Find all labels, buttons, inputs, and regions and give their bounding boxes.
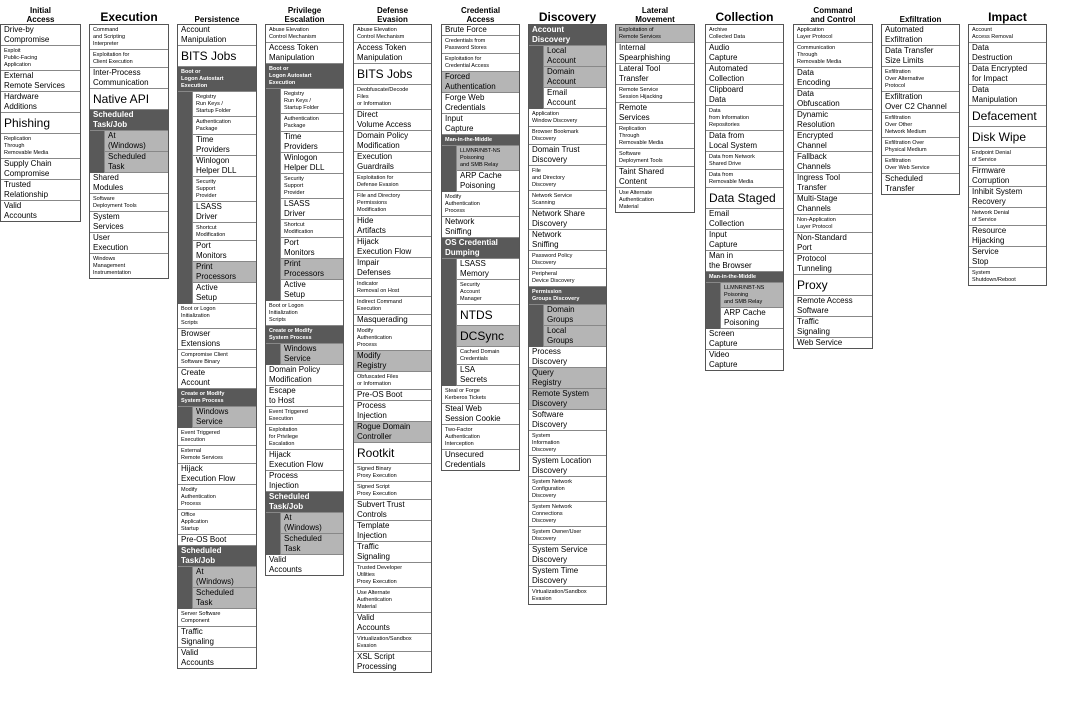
technique-system-network-configuration-discovery[interactable]: System Network Configuration Discovery: [529, 477, 606, 502]
sub-technique-email-account[interactable]: Email Account: [543, 88, 606, 109]
technique-internal-spearphishing[interactable]: Internal Spearphishing: [616, 43, 694, 64]
technique-exploitation-for-client-execution[interactable]: Exploitation for Client Execution: [90, 50, 168, 68]
sub-technique-local-groups[interactable]: Local Groups: [543, 326, 606, 347]
technique-password-policy-discovery[interactable]: Password Policy Discovery: [529, 251, 606, 269]
tactic-header: Lateral Movement: [635, 6, 675, 24]
technique-remote-access-software[interactable]: Remote Access Software: [794, 296, 872, 317]
tactic-column-discovery: [528, 2, 607, 605]
tactic-header: Command and Control: [810, 6, 856, 24]
technique-rootkit[interactable]: Rootkit: [354, 443, 431, 464]
technique-direct-volume-access[interactable]: Direct Volume Access: [354, 110, 431, 131]
technique-system-information-discovery[interactable]: System Information Discovery: [529, 431, 606, 456]
technique-virtualization-sandbox-evasion[interactable]: Virtualization/Sandbox Evasion: [354, 634, 431, 652]
technique-audio-capture[interactable]: Audio Capture: [706, 43, 783, 64]
technique-software-deployment-tools[interactable]: Software Deployment Tools: [90, 194, 168, 212]
tactic-column-collection: [705, 2, 784, 371]
sub-technique-at-windows[interactable]: At (Windows): [192, 567, 256, 588]
technique-phishing[interactable]: Phishing: [1, 113, 80, 134]
technique-data-obfuscation[interactable]: Data Obfuscation: [794, 89, 872, 110]
technique-man-in-the-middle[interactable]: Man-in-the-Middle: [442, 135, 519, 146]
technique-protocol-tunneling[interactable]: Protocol Tunneling: [794, 254, 872, 275]
technique-credentials-from-password-stores[interactable]: Credentials from Password Stores: [442, 36, 519, 54]
technique-peripheral-device-discovery[interactable]: Peripheral Device Discovery: [529, 269, 606, 287]
technique-shared-modules[interactable]: Shared Modules: [90, 173, 168, 194]
technique-windows-management-instrumentation[interactable]: Windows Management Instrumentation: [90, 254, 168, 278]
technique-list: [0, 24, 81, 222]
technique-list: [968, 24, 1047, 286]
technique-application-layer-protocol[interactable]: Application Layer Protocol: [794, 25, 872, 43]
technique-process-injection[interactable]: Process Injection: [354, 401, 431, 422]
technique-hardware-additions[interactable]: Hardware Additions: [1, 92, 80, 113]
sub-technique-registry-run-keys-startup-folder[interactable]: Registry Run Keys / Startup Folder: [280, 89, 343, 114]
sub-technique-arp-cache-poisoning[interactable]: ARP Cache Poisoning: [456, 171, 519, 192]
technique-list: [353, 24, 432, 673]
technique-fallback-channels[interactable]: Fallback Channels: [794, 152, 872, 173]
technique-data-encoding[interactable]: Data Encoding: [794, 68, 872, 89]
technique-firmware-corruption[interactable]: Firmware Corruption: [969, 166, 1046, 187]
technique-remote-service-session-hijacking[interactable]: Remote Service Session Hijacking: [616, 85, 694, 103]
technique-process-injection[interactable]: Process Injection: [266, 471, 343, 492]
sub-technique-ntds[interactable]: NTDS: [456, 305, 519, 326]
technique-automated-exfiltration[interactable]: Automated Exfiltration: [882, 25, 959, 46]
technique-network-service-scanning[interactable]: Network Service Scanning: [529, 191, 606, 209]
technique-proxy[interactable]: Proxy: [794, 275, 872, 296]
sub-technique-authentication-package[interactable]: Authentication Package: [280, 114, 343, 132]
technique-execution-guardrails[interactable]: Execution Guardrails: [354, 152, 431, 173]
technique-exfiltration-over-alternative-protocol[interactable]: Exfiltration Over Alternative Protocol: [882, 67, 959, 92]
technique-exfiltration-over-c2-channel[interactable]: Exfiltration Over C2 Channel: [882, 92, 959, 113]
technique-native-api[interactable]: Native API: [90, 89, 168, 110]
tactic-column-execution: [89, 2, 169, 279]
technique-remote-services[interactable]: Remote Services: [616, 103, 694, 124]
technique-replication-through-removable-media[interactable]: Replication Through Removable Media: [1, 134, 80, 159]
technique-defacement[interactable]: Defacement: [969, 106, 1046, 127]
sub-technique-local-account[interactable]: Local Account: [543, 46, 606, 67]
technique-file-and-directory-discovery[interactable]: File and Directory Discovery: [529, 166, 606, 191]
technique-signed-script-proxy-execution[interactable]: Signed Script Proxy Execution: [354, 482, 431, 500]
technique-encrypted-channel[interactable]: Encrypted Channel: [794, 131, 872, 152]
technique-domain-trust-discovery[interactable]: Domain Trust Discovery: [529, 145, 606, 166]
technique-application-window-discovery[interactable]: Application Window Discovery: [529, 109, 606, 127]
technique-masquerading[interactable]: Masquerading: [354, 315, 431, 326]
technique-exfiltration-over-web-service[interactable]: Exfiltration Over Web Service: [882, 156, 959, 174]
sub-technique-at-windows[interactable]: At (Windows): [280, 513, 343, 534]
technique-pre-os-boot[interactable]: Pre-OS Boot: [354, 390, 431, 401]
sub-technique-registry-run-keys-startup-folder[interactable]: Registry Run Keys / Startup Folder: [192, 92, 256, 117]
technique-inhibit-system-recovery[interactable]: Inhibit System Recovery: [969, 187, 1046, 208]
sub-technique-lsass-driver[interactable]: LSASS Driver: [280, 199, 343, 220]
sub-technique-port-monitors[interactable]: Port Monitors: [280, 238, 343, 259]
sub-technique-windows-service[interactable]: Windows Service: [280, 344, 343, 365]
tactic-header: Collection: [715, 10, 774, 24]
technique-data-from-information-repositories[interactable]: Data from Information Repositories: [706, 106, 783, 131]
technique-scheduled-task-job[interactable]: Scheduled Task/Job: [178, 546, 256, 567]
technique-modify-authentication-process[interactable]: Modify Authentication Process: [354, 326, 431, 351]
sub-technique-winlogon-helper-dll[interactable]: Winlogon Helper DLL: [280, 153, 343, 174]
tactic-header: Defense Evasion: [376, 6, 409, 24]
technique-drive-by-compromise[interactable]: Drive-by Compromise: [1, 25, 80, 46]
technique-resource-hijacking[interactable]: Resource Hijacking: [969, 226, 1046, 247]
technique-multi-stage-channels[interactable]: Multi-Stage Channels: [794, 194, 872, 215]
technique-automated-collection[interactable]: Automated Collection: [706, 64, 783, 85]
technique-data-encrypted-for-impact[interactable]: Data Encrypted for Impact: [969, 64, 1046, 85]
technique-process-discovery[interactable]: Process Discovery: [529, 347, 606, 368]
technique-permission-groups-discovery[interactable]: Permission Groups Discovery: [529, 287, 606, 305]
technique-create-account[interactable]: Create Account: [178, 368, 256, 389]
technique-browser-extensions[interactable]: Browser Extensions: [178, 329, 256, 350]
sub-technique-domain-groups[interactable]: Domain Groups: [543, 305, 606, 326]
technique-escape-to-host[interactable]: Escape to Host: [266, 386, 343, 407]
technique-lateral-tool-transfer[interactable]: Lateral Tool Transfer: [616, 64, 694, 85]
technique-compromise-client-software-binary[interactable]: Compromise Client Software Binary: [178, 350, 256, 368]
sub-technique-security-account-manager[interactable]: Security Account Manager: [456, 280, 519, 305]
sub-technique-time-providers[interactable]: Time Providers: [192, 135, 256, 156]
technique-hijack-execution-flow[interactable]: Hijack Execution Flow: [266, 450, 343, 471]
technique-man-in-the-middle[interactable]: Man-in-the-Middle: [706, 272, 783, 283]
technique-archive-collected-data[interactable]: Archive Collected Data: [706, 25, 783, 43]
technique-inter-process-communication[interactable]: Inter-Process Communication: [90, 68, 168, 89]
sub-technique-lsass-driver[interactable]: LSASS Driver: [192, 202, 256, 223]
technique-two-factor-authentication-interception[interactable]: Two-Factor Authentication Interception: [442, 425, 519, 450]
technique-valid-accounts[interactable]: Valid Accounts: [1, 201, 80, 221]
technique-exploitation-for-privilege-escalation[interactable]: Exploitation for Privilege Escalation: [266, 425, 343, 450]
technique-browser-bookmark-discovery[interactable]: Browser Bookmark Discovery: [529, 127, 606, 145]
technique-exploitation-for-credential-access[interactable]: Exploitation for Credential Access: [442, 54, 519, 72]
sub-technique-dcsync[interactable]: DCSync: [456, 326, 519, 347]
technique-clipboard-data[interactable]: Clipboard Data: [706, 85, 783, 106]
tactic-header: Credential Access: [460, 6, 501, 24]
sub-technique-security-support-provider[interactable]: Security Support Provider: [192, 177, 256, 202]
technique-boot-or-logon-initialization-scripts[interactable]: Boot or Logon Initialization Scripts: [266, 301, 343, 326]
technique-non-standard-port[interactable]: Non-Standard Port: [794, 233, 872, 254]
technique-command-and-scripting-interpreter[interactable]: Command and Scripting Interpreter: [90, 25, 168, 50]
technique-indirect-command-execution[interactable]: Indirect Command Execution: [354, 297, 431, 315]
technique-valid-accounts[interactable]: Valid Accounts: [354, 613, 431, 634]
tactic-column-persistence: [177, 2, 257, 669]
tactic-column-credential-access: [441, 2, 520, 471]
technique-data-from-network-shared-drive[interactable]: Data from Network Shared Drive: [706, 152, 783, 170]
technique-unsecured-credentials[interactable]: Unsecured Credentials: [442, 450, 519, 470]
technique-deobfuscate-decode-files-or-information[interactable]: Deobfuscate/Decode Files or Information: [354, 85, 431, 110]
technique-file-and-directory-permissions-modification[interactable]: File and Directory Permissions Modification: [354, 191, 431, 216]
technique-office-application-startup[interactable]: Office Application Startup: [178, 510, 256, 535]
technique-replication-through-removable-media[interactable]: Replication Through Removable Media: [616, 124, 694, 149]
technique-scheduled-task-job[interactable]: Scheduled Task/Job: [90, 110, 168, 131]
technique-create-or-modify-system-process[interactable]: Create or Modify System Process: [178, 389, 256, 407]
technique-dynamic-resolution[interactable]: Dynamic Resolution: [794, 110, 872, 131]
technique-steal-web-session-cookie[interactable]: Steal Web Session Cookie: [442, 404, 519, 425]
sub-technique-print-processors[interactable]: Print Processors: [280, 259, 343, 280]
technique-supply-chain-compromise[interactable]: Supply Chain Compromise: [1, 159, 80, 180]
technique-modify-authentication-process[interactable]: Modify Authentication Process: [442, 192, 519, 217]
technique-data-from-local-system[interactable]: Data from Local System: [706, 131, 783, 152]
technique-system-network-connections-discovery[interactable]: System Network Connections Discovery: [529, 502, 606, 527]
technique-access-token-manipulation[interactable]: Access Token Manipulation: [266, 43, 343, 64]
sub-technique-time-providers[interactable]: Time Providers: [280, 132, 343, 153]
tactic-header: Privilege Escalation: [284, 6, 325, 24]
technique-exploitation-for-defense-evasion[interactable]: Exploitation for Defense Evasion: [354, 173, 431, 191]
sub-technique-shortcut-modification[interactable]: Shortcut Modification: [280, 220, 343, 238]
sub-technique-security-support-provider[interactable]: Security Support Provider: [280, 174, 343, 199]
sub-technique-arp-cache-poisoning[interactable]: ARP Cache Poisoning: [720, 308, 783, 329]
technique-external-remote-services[interactable]: External Remote Services: [1, 71, 80, 92]
sub-technique-port-monitors[interactable]: Port Monitors: [192, 241, 256, 262]
tactic-column-defense-evasion: [353, 2, 432, 673]
technique-modify-registry[interactable]: Modify Registry: [354, 351, 431, 372]
technique-xsl-script-processing[interactable]: XSL Script Processing: [354, 652, 431, 672]
technique-obfuscated-files-or-information[interactable]: Obfuscated Files or Information: [354, 372, 431, 390]
technique-traffic-signaling[interactable]: Traffic Signaling: [178, 627, 256, 648]
technique-input-capture[interactable]: Input Capture: [442, 114, 519, 135]
technique-system-time-discovery[interactable]: System Time Discovery: [529, 566, 606, 587]
technique-hijack-execution-flow[interactable]: Hijack Execution Flow: [178, 464, 256, 485]
technique-email-collection[interactable]: Email Collection: [706, 209, 783, 230]
sub-technique-cached-domain-credentials[interactable]: Cached Domain Credentials: [456, 347, 519, 365]
technique-virtualization-sandbox-evasion[interactable]: Virtualization/Sandbox Evasion: [529, 587, 606, 604]
technique-steal-or-forge-kerberos-tickets[interactable]: Steal or Forge Kerberos Tickets: [442, 386, 519, 404]
technique-user-execution[interactable]: User Execution: [90, 233, 168, 254]
technique-abuse-elevation-control-mechanism[interactable]: Abuse Elevation Control Mechanism: [354, 25, 431, 43]
technique-hide-artifacts[interactable]: Hide Artifacts: [354, 216, 431, 237]
technique-bits-jobs[interactable]: BITS Jobs: [178, 46, 256, 67]
technique-domain-policy-modification[interactable]: Domain Policy Modification: [266, 365, 343, 386]
technique-system-owner-user-discovery[interactable]: System Owner/User Discovery: [529, 527, 606, 545]
technique-signed-binary-proxy-execution[interactable]: Signed Binary Proxy Execution: [354, 464, 431, 482]
technique-system-services[interactable]: System Services: [90, 212, 168, 233]
technique-rogue-domain-controller[interactable]: Rogue Domain Controller: [354, 422, 431, 443]
technique-create-or-modify-system-process[interactable]: Create or Modify System Process: [266, 326, 343, 344]
technique-list: [89, 24, 169, 279]
technique-system-location-discovery[interactable]: System Location Discovery: [529, 456, 606, 477]
sub-technique-llmnr-nbt-ns-poisoning-and-smb-relay[interactable]: LLMNR/NBT-NS Poisoning and SMB Relay: [456, 146, 519, 171]
technique-valid-accounts[interactable]: Valid Accounts: [266, 555, 343, 575]
sub-technique-windows-service[interactable]: Windows Service: [192, 407, 256, 428]
tactic-column-lateral-movement: [615, 2, 695, 213]
tactic-column-initial-access: [0, 2, 81, 222]
tactic-column-command-and-control: [793, 2, 873, 349]
tactic-header: Execution: [100, 10, 158, 24]
tactic-column-impact: [968, 2, 1047, 286]
technique-software-deployment-tools[interactable]: Software Deployment Tools: [616, 149, 694, 167]
technique-list: [528, 24, 607, 605]
technique-trusted-relationship[interactable]: Trusted Relationship: [1, 180, 80, 201]
technique-video-capture[interactable]: Video Capture: [706, 350, 783, 370]
technique-web-service[interactable]: Web Service: [794, 338, 872, 348]
technique-bits-jobs[interactable]: BITS Jobs: [354, 64, 431, 85]
sub-technique-print-processors[interactable]: Print Processors: [192, 262, 256, 283]
sub-technique-domain-account[interactable]: Domain Account: [543, 67, 606, 88]
technique-event-triggered-execution[interactable]: Event Triggered Execution: [178, 428, 256, 446]
technique-data-transfer-size-limits[interactable]: Data Transfer Size Limits: [882, 46, 959, 67]
technique-man-in-the-browser[interactable]: Man in the Browser: [706, 251, 783, 272]
technique-os-credential-dumping[interactable]: OS Credential Dumping: [442, 238, 519, 259]
technique-data-from-removable-media[interactable]: Data from Removable Media: [706, 170, 783, 188]
technique-modify-authentication-process[interactable]: Modify Authentication Process: [178, 485, 256, 510]
technique-network-sniffing[interactable]: Network Sniffing: [442, 217, 519, 238]
sub-technique-scheduled-task[interactable]: Scheduled Task: [280, 534, 343, 555]
technique-system-shutdown-reboot[interactable]: System Shutdown/Reboot: [969, 268, 1046, 285]
technique-list: [177, 24, 257, 669]
tactic-header: Impact: [988, 10, 1027, 24]
sub-technique-lsa-secrets[interactable]: LSA Secrets: [456, 365, 519, 386]
technique-scheduled-transfer[interactable]: Scheduled Transfer: [882, 174, 959, 194]
technique-template-injection[interactable]: Template Injection: [354, 521, 431, 542]
technique-exploitation-of-remote-services[interactable]: Exploitation of Remote Services: [616, 25, 694, 43]
technique-server-software-component[interactable]: Server Software Component: [178, 609, 256, 627]
technique-use-alternate-authentication-material[interactable]: Use Alternate Authentication Material: [616, 188, 694, 212]
technique-input-capture[interactable]: Input Capture: [706, 230, 783, 251]
technique-external-remote-services[interactable]: External Remote Services: [178, 446, 256, 464]
tactic-header: Exfiltration: [899, 15, 942, 24]
technique-pre-os-boot[interactable]: Pre-OS Boot: [178, 535, 256, 546]
technique-boot-or-logon-initialization-scripts[interactable]: Boot or Logon Initialization Scripts: [178, 304, 256, 329]
technique-list: [881, 24, 960, 195]
technique-traffic-signaling[interactable]: Traffic Signaling: [794, 317, 872, 338]
technique-network-denial-of-service[interactable]: Network Denial of Service: [969, 208, 1046, 226]
technique-domain-policy-modification[interactable]: Domain Policy Modification: [354, 131, 431, 152]
tactic-column-exfiltration: [881, 2, 960, 195]
sub-technique-lsass-memory[interactable]: LSASS Memory: [456, 259, 519, 280]
sub-technique-llmnr-nbt-ns-poisoning-and-smb-relay[interactable]: LLMNR/NBT-NS Poisoning and SMB Relay: [720, 283, 783, 308]
technique-list: [615, 24, 695, 213]
technique-account-access-removal[interactable]: Account Access Removal: [969, 25, 1046, 43]
technique-account-manipulation[interactable]: Account Manipulation: [178, 25, 256, 46]
technique-software-discovery[interactable]: Software Discovery: [529, 410, 606, 431]
technique-scheduled-task-job[interactable]: Scheduled Task/Job: [266, 492, 343, 513]
technique-access-token-manipulation[interactable]: Access Token Manipulation: [354, 43, 431, 64]
technique-exploit-public-facing-application[interactable]: Exploit Public-Facing Application: [1, 46, 80, 71]
technique-ingress-tool-transfer[interactable]: Ingress Tool Transfer: [794, 173, 872, 194]
technique-exfiltration-over-other-network-medium[interactable]: Exfiltration Over Other Network Medium: [882, 113, 959, 138]
technique-abuse-elevation-control-mechanism[interactable]: Abuse Elevation Control Mechanism: [266, 25, 343, 43]
technique-data-staged[interactable]: Data Staged: [706, 188, 783, 209]
technique-disk-wipe[interactable]: Disk Wipe: [969, 127, 1046, 148]
sub-technique-winlogon-helper-dll[interactable]: Winlogon Helper DLL: [192, 156, 256, 177]
technique-remote-system-discovery[interactable]: Remote System Discovery: [529, 389, 606, 410]
technique-valid-accounts[interactable]: Valid Accounts: [178, 648, 256, 668]
technique-list: [793, 24, 873, 349]
technique-data-manipulation[interactable]: Data Manipulation: [969, 85, 1046, 106]
technique-account-discovery[interactable]: Account Discovery: [529, 25, 606, 46]
technique-event-triggered-execution[interactable]: Event Triggered Execution: [266, 407, 343, 425]
technique-trusted-developer-utilities-proxy-execution[interactable]: Trusted Developer Utilities Proxy Execution: [354, 563, 431, 588]
tactic-header: Discovery: [538, 10, 597, 24]
tactic-header: Initial Access: [26, 6, 55, 24]
tactic-header: Persistence: [194, 15, 240, 24]
technique-screen-capture[interactable]: Screen Capture: [706, 329, 783, 350]
technique-hijack-execution-flow[interactable]: Hijack Execution Flow: [354, 237, 431, 258]
sub-technique-scheduled-task[interactable]: Scheduled Task: [192, 588, 256, 609]
technique-taint-shared-content[interactable]: Taint Shared Content: [616, 167, 694, 188]
technique-network-share-discovery[interactable]: Network Share Discovery: [529, 209, 606, 230]
sub-technique-shortcut-modification[interactable]: Shortcut Modification: [192, 223, 256, 241]
technique-non-application-layer-protocol[interactable]: Non-Application Layer Protocol: [794, 215, 872, 233]
technique-traffic-signaling[interactable]: Traffic Signaling: [354, 542, 431, 563]
technique-forced-authentication[interactable]: Forced Authentication: [442, 72, 519, 93]
technique-subvert-trust-controls[interactable]: Subvert Trust Controls: [354, 500, 431, 521]
tactic-column-privilege-escalation: [265, 2, 344, 576]
technique-data-destruction[interactable]: Data Destruction: [969, 43, 1046, 64]
technique-communication-through-removable-media[interactable]: Communication Through Removable Media: [794, 43, 872, 68]
technique-list: [265, 24, 344, 576]
technique-brute-force[interactable]: Brute Force: [442, 25, 519, 36]
technique-indicator-removal-on-host[interactable]: Indicator Removal on Host: [354, 279, 431, 297]
sub-technique-scheduled-task[interactable]: Scheduled Task: [104, 152, 168, 173]
technique-boot-or-logon-autostart-execution[interactable]: Boot or Logon Autostart Execution: [178, 67, 256, 92]
sub-technique-authentication-package[interactable]: Authentication Package: [192, 117, 256, 135]
technique-list: [441, 24, 520, 471]
technique-use-alternate-authentication-material[interactable]: Use Alternate Authentication Material: [354, 588, 431, 613]
technique-forge-web-credentials[interactable]: Forge Web Credentials: [442, 93, 519, 114]
technique-service-stop[interactable]: Service Stop: [969, 247, 1046, 268]
technique-endpoint-denial-of-service[interactable]: Endpoint Denial of Service: [969, 148, 1046, 166]
technique-network-sniffing[interactable]: Network Sniffing: [529, 230, 606, 251]
technique-list: [705, 24, 784, 371]
technique-impair-defenses[interactable]: Impair Defenses: [354, 258, 431, 279]
technique-system-service-discovery[interactable]: System Service Discovery: [529, 545, 606, 566]
sub-technique-active-setup[interactable]: Active Setup: [192, 283, 256, 304]
sub-technique-at-windows[interactable]: At (Windows): [104, 131, 168, 152]
sub-technique-active-setup[interactable]: Active Setup: [280, 280, 343, 301]
technique-exfiltration-over-physical-medium[interactable]: Exfiltration Over Physical Medium: [882, 138, 959, 156]
technique-query-registry[interactable]: Query Registry: [529, 368, 606, 389]
technique-boot-or-logon-autostart-execution[interactable]: Boot or Logon Autostart Execution: [266, 64, 343, 89]
